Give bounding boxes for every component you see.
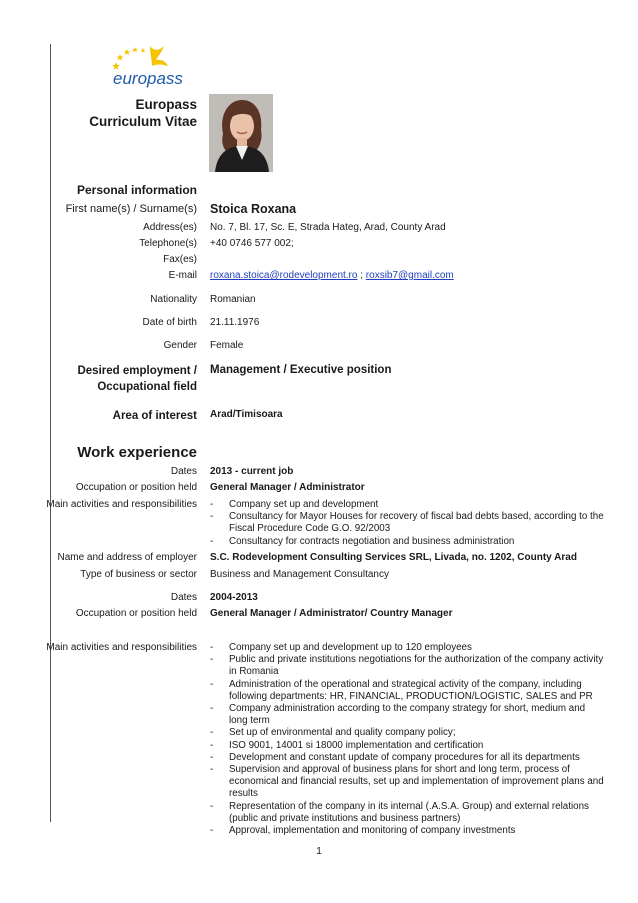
job1-activities-label: Main activities and responsibilities bbox=[46, 499, 197, 510]
list-item: - Consultancy for Mayor Houses for recovery of fiscal bad debts based, according to the Fiscal Procedure Code G.O. 92/2003 bbox=[210, 511, 605, 535]
europass-logo bbox=[106, 42, 196, 90]
europass-logo-mark bbox=[106, 42, 196, 90]
profile-photo bbox=[209, 94, 273, 172]
logo-text: europass bbox=[113, 69, 183, 88]
desired-employment-label bbox=[77, 363, 197, 395]
job2-occupation: General Manager / Administrator/ Country Manager bbox=[210, 608, 453, 619]
desired-label-line2: Occupational field bbox=[97, 381, 197, 393]
work-experience-heading: Work experience bbox=[77, 444, 197, 461]
job1-dates: 2013 - current job bbox=[210, 466, 294, 477]
list-item: - Company administration according to the company strategy for short, medium and long term bbox=[210, 703, 605, 727]
cv-title-line1: Europass bbox=[135, 97, 197, 112]
area-of-interest-label: Area of interest bbox=[112, 410, 197, 422]
area-of-interest-value: Arad/Timisoara bbox=[210, 409, 283, 420]
job1-sector-label: Type of business or sector bbox=[80, 569, 197, 580]
telephone-value: +40 0746 577 002; bbox=[210, 238, 294, 249]
job1-activities-list bbox=[210, 499, 605, 548]
email-link-2[interactable]: roxsib7@gmail.com bbox=[365, 270, 454, 281]
list-item: - Company set up and development up to 120 employees bbox=[210, 642, 605, 654]
list-item: - Approval, implementation and monitoring of company investments bbox=[210, 825, 605, 837]
job1-occupation-label: Occupation or position held bbox=[75, 482, 197, 493]
dob-label: Date of birth bbox=[142, 317, 197, 328]
job1-dates-label: Dates bbox=[170, 466, 197, 477]
telephone-label: Telephone(s) bbox=[139, 238, 197, 249]
gender-value: Female bbox=[210, 340, 244, 351]
list-item: - Company set up and development bbox=[210, 499, 605, 511]
address-value: No. 7, Bl. 17, Sc. E, Strada Hateg, Arad, County Arad bbox=[210, 222, 446, 233]
list-item: - Development and constant update of company procedures for all its departments bbox=[210, 752, 605, 764]
address-label: Address(es) bbox=[143, 222, 197, 233]
email-value bbox=[210, 270, 454, 281]
job2-activities-list bbox=[210, 642, 605, 837]
page-number: 1 bbox=[316, 846, 322, 857]
list-item: - Set up of environmental and quality company policy; bbox=[210, 727, 605, 739]
list-item: - Consultancy for contracts negotiation and business administration bbox=[210, 536, 605, 548]
desired-label-line1: Desired employment / bbox=[77, 365, 197, 377]
personal-info-heading: Personal information bbox=[76, 183, 197, 197]
list-item: - Supervision and approval of business plans for short and long term, process of economical and financial results, set up and implementation of improvement plans and results bbox=[210, 764, 605, 801]
list-item: - ISO 9001, 14001 si 18000 implementation and certification bbox=[210, 740, 605, 752]
job2-occupation-label: Occupation or position held bbox=[75, 608, 197, 619]
email-label: E-mail bbox=[168, 270, 197, 281]
job2-dates: 2004-2013 bbox=[210, 592, 258, 603]
job2-dates-label: Dates bbox=[170, 592, 197, 603]
left-margin-rule bbox=[50, 44, 51, 822]
name-label: First name(s) / Surname(s) bbox=[65, 203, 197, 215]
nationality-value: Romanian bbox=[210, 294, 256, 305]
cv-title bbox=[89, 96, 197, 130]
list-item: - Administration of the operational and strategical activity of the company, including following departments: HR, FINANCIAL, PRODUCTION/LOGISTIC, SALES and PR bbox=[210, 679, 605, 703]
dob-value: 21.11.1976 bbox=[210, 317, 260, 328]
full-name: Stoica Roxana bbox=[210, 202, 297, 216]
desired-employment-value: Management / Executive position bbox=[210, 364, 392, 376]
gender-label: Gender bbox=[163, 340, 197, 351]
job1-employer: S.C. Rodevelopment Consulting Services SRL, Livada, no. 1202, County Arad bbox=[210, 552, 577, 563]
job1-sector: Business and Management Consultancy bbox=[210, 569, 389, 580]
list-item: - Representation of the company in its internal (.A.S.A. Group) and external relations (public and private institutions and business partners) bbox=[210, 801, 605, 825]
nationality-label: Nationality bbox=[150, 294, 197, 305]
email-link-1[interactable]: roxana.stoica@rodevelopment.ro bbox=[210, 270, 358, 281]
cv-title-line2: Curriculum Vitae bbox=[89, 114, 197, 129]
list-item: - Public and private institutions negotiations for the authorization of the company activity in Romania bbox=[210, 654, 605, 678]
job1-employer-label: Name and address of employer bbox=[57, 552, 197, 563]
job1-occupation: General Manager / Administrator bbox=[210, 482, 365, 493]
email-separator: ; bbox=[357, 270, 366, 281]
fax-label: Fax(es) bbox=[163, 254, 197, 265]
job2-activities-label: Main activities and responsibilities bbox=[46, 642, 197, 653]
